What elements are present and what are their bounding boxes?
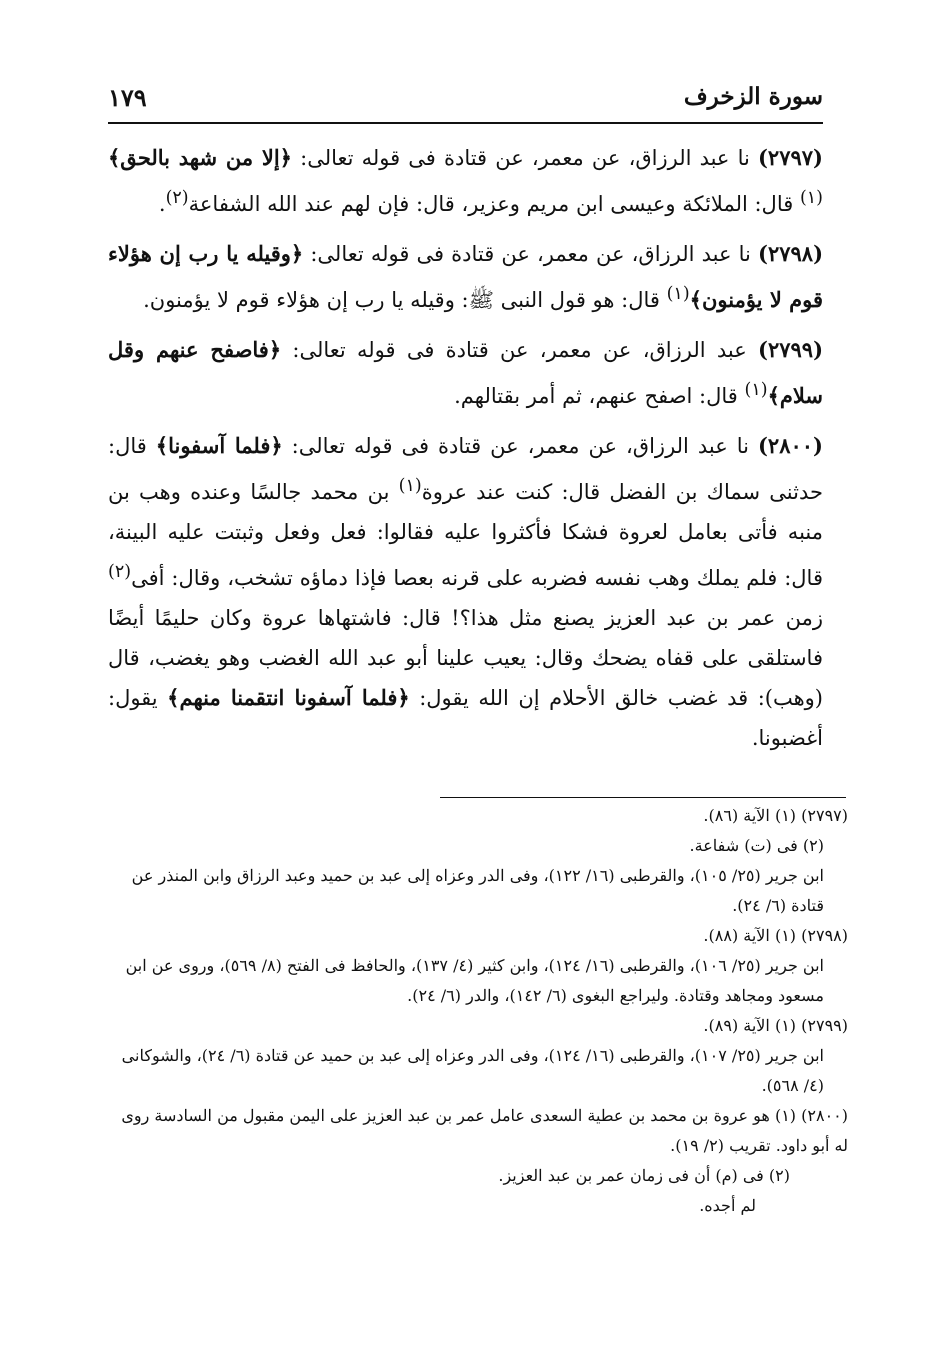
hadith-text: قال: الملائكة وعيسى ابن مريم وعزير، قال: فإن لهم عند الله الشفاعة (188, 192, 800, 216)
hadith-2798 (108, 234, 823, 320)
main-text (108, 138, 823, 768)
footnote-line: (٢) فى (ت) شفاعة. (689, 836, 824, 855)
footnotes (108, 801, 848, 1221)
footnote-ref: (١) (744, 380, 768, 400)
hadith-number: (٢٧٩٧) (757, 145, 823, 170)
footnote-ref: (٢) (165, 188, 189, 208)
hadith-number: (٢٧٩٩) (758, 337, 823, 362)
hadith-text: قال: حدثنى سماك بن الفضل قال: كنت عند عروة (108, 434, 823, 504)
footnote-line: ابن جرير (٢٥/ ١٠٥)، والقرطبى (١٦/ ١٢٢)، وفى الدر وعزاه إلى عبد بن حميد وعبد الرزاق وابن المنذر عن قتادة (٦/ ٢٤). (131, 866, 824, 915)
footnote-line: (٢٧٩٧) (١) الآية (٨٦). (703, 806, 848, 825)
footnote-ref: (١) (398, 476, 422, 496)
footnote-line: (٢٧٩٩) (١) الآية (٨٩). (703, 1016, 848, 1035)
hadith-end: . (158, 192, 166, 216)
hadith-number: (٢٧٩٨) (758, 241, 823, 266)
hadith-text: يقول: أغضبونا. (108, 686, 823, 750)
hadith-2799 (108, 330, 823, 416)
quran-verse: ﴿فلما آسفونا﴾ (155, 433, 283, 458)
footnote-line: (٢٧٩٨) (١) الآية (٨٨). (703, 926, 848, 945)
hadith-text: بن محمد جالسًا وعنده وهب بن منبه فأتى بعامل لعروة فشكا فأكثروا عليه فقالوا: فعل وفعل وثبتت عليه البينة، قال: فلم يملك وهب نفسه فضربه على قرنه بعصا فإذا دماؤه تشخب، وقال: أفى (108, 480, 823, 590)
running-header (108, 83, 823, 119)
footnote-line: ابن جرير (٢٥/ ١٠٦)، والقرطبى (١٦/ ١٢٤)، وابن كثير (٤/ ١٣٧)، والحافظ فى الفتح (٨/ ٥٦٩)، وروى عن ابن مسعود ومجاهد وقتادة. وليراجع البغوى (٦/ ١٤٢)، والدر (٦/ ٢٤). (125, 956, 824, 1005)
page-number: ١٧٩ (108, 83, 147, 112)
quran-verse: ﴿إلا من شهد بالحق﴾ (108, 145, 292, 170)
footnote-rule (440, 797, 846, 798)
hadith-text: قال: اصفح عنهم، ثم أمر بقتالهم. (454, 384, 745, 408)
footnote-ref: (١) (799, 188, 823, 208)
hadith-number: (٢٨٠٠) (757, 433, 823, 458)
hadith-text: زمن عمر بن عبد العزيز يصنع مثل هذا؟! قال: فاشتهاها عروة وكان حليمًا أيضًا فاستلقى على قفاه يضحك وقال: يعيب علينا أبو عبد الله الغضب وهو يغضب، قال (وهب): قد غضب خالق الأحلام إن الله يقول: (108, 606, 823, 710)
footnote-line: لم أجده. (699, 1196, 756, 1215)
footnote-ref: (٢) (108, 562, 132, 582)
quran-verse: ﴿فاصفح عنهم وقل سلام﴾ (108, 337, 823, 408)
header-rule (108, 122, 823, 124)
quran-verse: ﴿وقيله يا رب إن هؤلاء قوم لا يؤمنون﴾ (108, 241, 823, 312)
surah-title: سورة الزخرف (683, 83, 823, 110)
footnote-line: (٢٨٠٠) (١) هو عروة بن محمد بن عطية السعدى عامل عمر بن عبد العزيز على اليمن مقبول من السادسة روى له أبو داود. تقريب (٢/ ١٩). (121, 1106, 848, 1155)
hadith-intro: نا عبد الرزاق، عن معمر، عن قتادة فى قوله تعالى: (282, 434, 758, 458)
hadith-intro: نا عبد الرزاق، عن معمر، عن قتادة فى قوله تعالى: (303, 242, 758, 266)
hadith-2797 (108, 138, 823, 224)
footnote-line: (٢) فى (م) أن فى زمان عمر بن عبد العزيز. (498, 1166, 790, 1185)
hadith-2800 (108, 426, 823, 758)
quran-verse: ﴿فلما آسفونا انتقمنا منهم﴾ (167, 685, 410, 710)
hadith-intro: عبد الرزاق، عن معمر، عن قتادة فى قوله تعالى: (281, 338, 758, 362)
footnote-line: ابن جرير (٢٥/ ١٠٧)، والقرطبى (١٦/ ١٢٤)، وفى الدر وعزاه إلى عبد بن حميد عن قتادة (٦/ ٢٤)، والشوكانى (٤/ ٥٦٨). (121, 1046, 824, 1095)
footnote-ref: (١) (666, 284, 690, 304)
hadith-text: قال: هو قول النبى ﷺ: وقيله يا رب إن هؤلاء قوم لا يؤمنون. (143, 288, 667, 312)
hadith-intro: نا عبد الرزاق، عن معمر، عن قتادة فى قوله تعالى: (291, 146, 758, 170)
